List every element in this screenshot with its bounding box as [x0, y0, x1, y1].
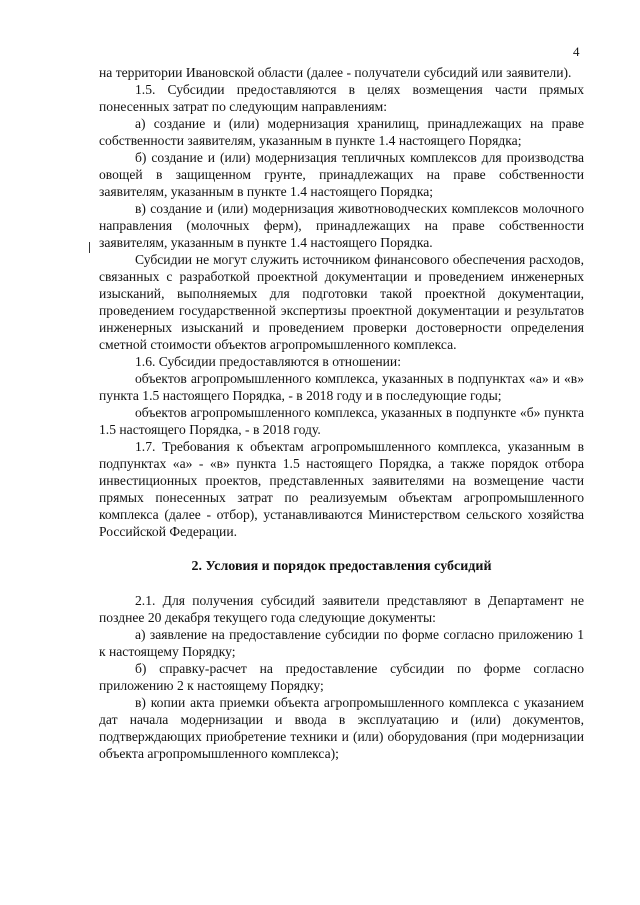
paragraph-2-1-a: а) заявление на предоставление субсидии по форме согласно приложению 1 к настоящему Порядку; — [99, 627, 584, 659]
paragraph-1-6-objects-a-v: объектов агропромышленного комплекса, указанных в подпунктах «а» и «в» пункта 1.5 настоящего Порядка, - в 2018 году и в последующие годы; — [99, 371, 584, 403]
paragraph-2-1-v: в) копии акта приемки объекта агропромышленного комплекса с указанием дат начала модернизации и ввода в эксплуатацию и (или) документов, подтверждающих приобретение техники и (или) оборудования (при модернизации объекта агропромышленного комплекса); — [99, 695, 584, 761]
document-body — [99, 64, 584, 762]
paragraph-1-5-a: а) создание и (или) модернизация хранилищ, принадлежащих на праве собственности заявителям, указанным в пункте 1.4 настоящего Порядка; — [99, 116, 584, 148]
paragraph-2-1-b: б) справку-расчет на предоставление субсидии по форме согласно приложению 2 к настоящему Порядку; — [99, 661, 584, 693]
margin-mark — [89, 242, 90, 253]
paragraph-1-5-v: в) создание и (или) модернизация животноводческих комплексов молочного направления (молочных ферм), принадлежащих на праве собственности заявителям, указанным в пункте 1.4 настоящего Порядка. — [99, 201, 584, 250]
paragraph-1-5: 1.5. Субсидии предоставляются в целях возмещения части прямых понесенных затрат по следующим направлениям: — [99, 82, 584, 114]
paragraph-1-5-b: б) создание и (или) модернизация тепличных комплексов для производства овощей в защищенном грунте, принадлежащих на праве собственности заявителям, указанным в пункте 1.4 настоящего Порядка; — [99, 150, 584, 199]
paragraph-2-1: 2.1. Для получения субсидий заявители представляют в Департамент не позднее 20 декабря текущего года следующие документы: — [99, 593, 584, 625]
paragraph-continuation: на территории Ивановской области (далее - получатели субсидий или заявители). — [99, 65, 572, 80]
page-number: 4 — [573, 44, 580, 59]
paragraph-1-6-objects-b: объектов агропромышленного комплекса, указанных в подпункте «б» пункта 1.5 настоящего Порядка, - в 2018 году. — [99, 405, 584, 437]
paragraph-1-6: 1.6. Субсидии предоставляются в отношении: — [135, 354, 401, 369]
section-2-heading: 2. Условия и порядок предоставления субсидий — [191, 559, 492, 574]
paragraph-funding-restriction: Субсидии не могут служить источником финансового обеспечения расходов, связанных с разработкой проектной документации и проведением инженерных изысканий, выполняемых для подготовки такой проектной документации, проведением государственной экспертизы проектной документации и результатов инженерных изысканий и проведением проверки достоверности определения сметной стоимости объектов агропромышленного комплекса. — [99, 252, 584, 352]
paragraph-1-7: 1.7. Требования к объектам агропромышленного комплекса, указанным в подпунктах «а» - «в» пункта 1.5 настоящего Порядка, а также порядок отбора инвестиционных проектов, представленных заявителями на возмещение части прямых понесенных затрат по реализуемым объектам агропромышленного комплекса (далее - отбор), устанавливаются Министерством сельского хозяйства Российской Федерации. — [99, 439, 584, 539]
